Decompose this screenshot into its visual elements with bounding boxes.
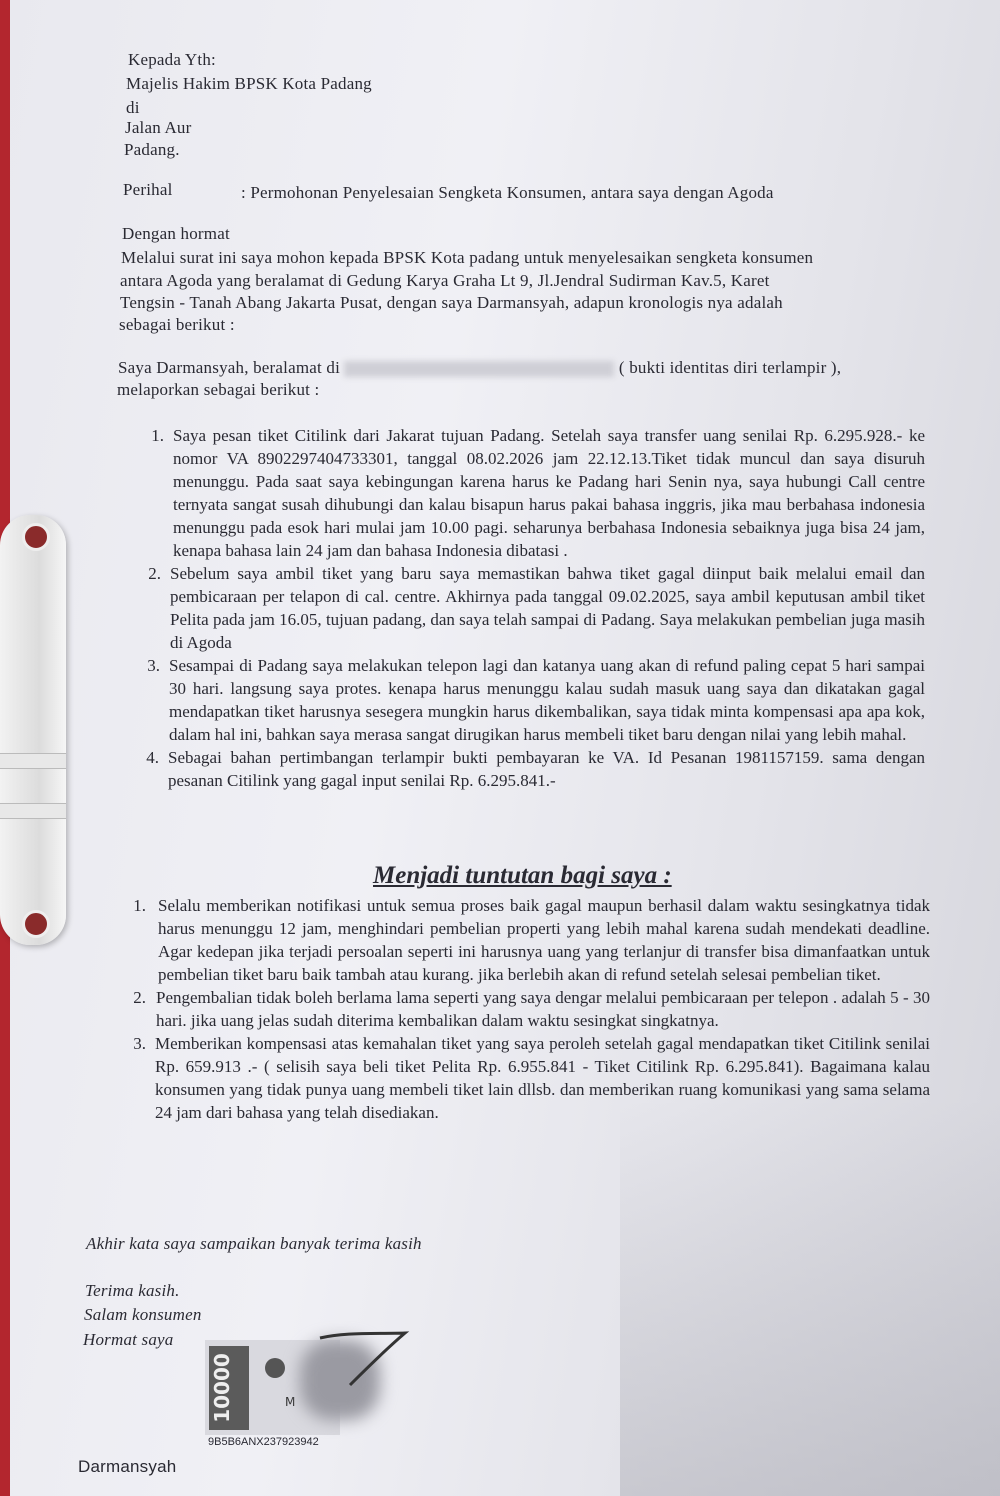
signoff-line-3: Hormat saya xyxy=(83,1330,174,1349)
subject-text: : Permohonan Penyelesaian Sengketa Konsumen, antara saya dengan Agoda xyxy=(241,183,774,202)
chronology-item: 1. Saya pesan tiket Citilink dari Jakarat tujuan Padang. Setelah saya transfer uang senilai Rp. 6.295.928.- ke nomor VA 8902297404733301, tanggal 08.02.2026 jam 22.12.13.Tiket tidak muncul dan saya disuruh menunggu. Pada saat saya kebingungan karena harus ke Padang hari Senin nya, saya hubungi Call centre ternyata sangat susah dihubungi dan kalau bisapun harus pakai bahasa inggris, jika mau berbahasa indonesia menunggu pada esok hari mulai jam 10.00 pagi. seharunya berbahasa Indonesia sebaiknya juga bisa 24 jam, kenapa bahasa lain 24 jam dan bahasa Indonesia dibatasi . xyxy=(151,426,925,560)
demand-item: 1. Selalu memberikan notifikasi untuk semua proses baik gagal maupun berhasil dalam waktu sesingkatnya tidak harus menunggu 12 jam, menghindari pembelian properti yang lebih mahal karena sudah mendekati deadline. Agar kedepan jika terjadi persoalan seperti ini harusnya uang yang terlanjur di transfer bisa dimanfaatkan untuk pembelian tiket baru baik tambah atau kurang. jika berlebih akan di refund setelah selesai pembelian tiket. xyxy=(133,896,930,984)
binder-hole-top xyxy=(22,523,50,551)
chronology-item: 4. Sebagai bahan pertimbangan terlampir bukti pembayaran ke VA. Id Pesanan 1981157159. sama dengan pesanan Citilink yang gagal input senilai Rp. 6.295.841.- xyxy=(146,748,925,790)
address-line-4: Jalan Aur xyxy=(125,118,192,137)
identity-line-2: melaporkan sebagai berikut : xyxy=(117,380,320,399)
binder-band xyxy=(0,753,66,769)
subject-label: Perihal xyxy=(123,180,173,199)
signoff-line-1: Terima kasih. xyxy=(85,1281,180,1300)
identity-start: Saya Darmansyah, beralamat di xyxy=(118,358,340,377)
intro-line-2: antara Agoda yang beralamat di Gedung Karya Graha Lt 9, Jl.Jendral Sudirman Kav.5, Karet xyxy=(120,271,770,290)
address-line-2: Majelis Hakim BPSK Kota Padang xyxy=(126,74,372,93)
signer-name: Darmansyah xyxy=(78,1457,177,1476)
binder-hole-bottom xyxy=(22,910,50,938)
address-line-3: di xyxy=(126,98,140,117)
closing-line: Akhir kata saya sampaikan banyak terima kasih xyxy=(86,1234,422,1253)
signature-stroke xyxy=(315,1330,415,1390)
demands-heading: Menjadi tuntutan bagi saya : xyxy=(373,862,672,889)
signoff-line-2: Salam konsumen xyxy=(84,1305,202,1324)
chronology-list xyxy=(140,424,925,792)
binder-band xyxy=(0,803,66,819)
garuda-emblem-icon xyxy=(265,1358,285,1378)
intro-line-3: Tengsin - Tanah Abang Jakarta Pusat, dengan saya Darmansyah, adapun kronologis nya adalah xyxy=(120,293,783,312)
demands-list xyxy=(122,894,930,1124)
intro-line-1: Melalui surat ini saya mohon kepada BPSK Kota padang untuk menyelesaikan sengketa konsumen xyxy=(121,248,814,267)
stamp-code: 9B5B6ANX237923942 xyxy=(208,1436,319,1448)
greeting: Dengan hormat xyxy=(122,224,230,243)
demand-item: 2. Pengembalian tidak boleh berlama lama seperti yang saya dengar melalui pembicaraan per telepon . adalah 5 - 30 hari. jika uang jelas sudah diterima kembalikan dalam waktu sesingkat singkatnya. xyxy=(133,988,930,1030)
identity-line-1 xyxy=(118,356,841,379)
stamp-value: 10000 xyxy=(210,1353,234,1423)
address-line-5: Padang. xyxy=(124,140,180,159)
chronology-item: 3. Sesampai di Padang saya melakukan telepon lagi dan katanya uang akan di refund paling cepat 5 hari sampai 30 hari. langsung saya protes. kenapa harus menunggu kalau sudah masuk uang saya dan dikatakan gagal mendapatkan tiket harusnya sesegera mungkin harus dikembalikan, saya tidak minta kompensasi apa apa kok, dalam hal ini, bahkan saya merasa sangat dirugikan harus membeli tiket baru dengan nilai yang lebih mahal. xyxy=(147,656,925,744)
binder-clip xyxy=(0,515,66,945)
page-shadow xyxy=(620,1100,1000,1496)
redacted-address xyxy=(344,361,614,377)
intro-line-4: sebagai berikut : xyxy=(119,315,235,334)
chronology-item: 2. Sebelum saya ambil tiket yang baru saya memastikan bahwa tiket gagal diinput baik melalui email dan pembicaraan per telapon di cal. centre. Akhirnya pada tanggal 09.02.2025, saya ambil keputusan ambil tiket Pelita pada jam 16.05, tujuan padang, dan saya telah sampai di Padang. Saya melakukan pembelian juga masih di Agoda xyxy=(148,564,925,652)
svg-text:M: M xyxy=(285,1395,296,1409)
demand-item: 3. Memberikan kompensasi atas kemahalan tiket yang saya peroleh setelah gagal mendapatkan tiket Citilink senilai Rp. 659.913 .- ( selisih saya beli tiket Pelita Rp. 6.955.841 - Tiket Citilink Rp. 6.295.841). Bagaimana kalau konsumen yang tidak punya uang membeli tiket lain dllsb. dan memberikan ruang komunikasi yang sama selama 24 jam dari bahasa yang telah disediakan. xyxy=(133,1034,930,1122)
address-line-1: Kepada Yth: xyxy=(128,50,216,69)
identity-end: ( bukti identitas diri terlampir ), xyxy=(618,358,842,377)
